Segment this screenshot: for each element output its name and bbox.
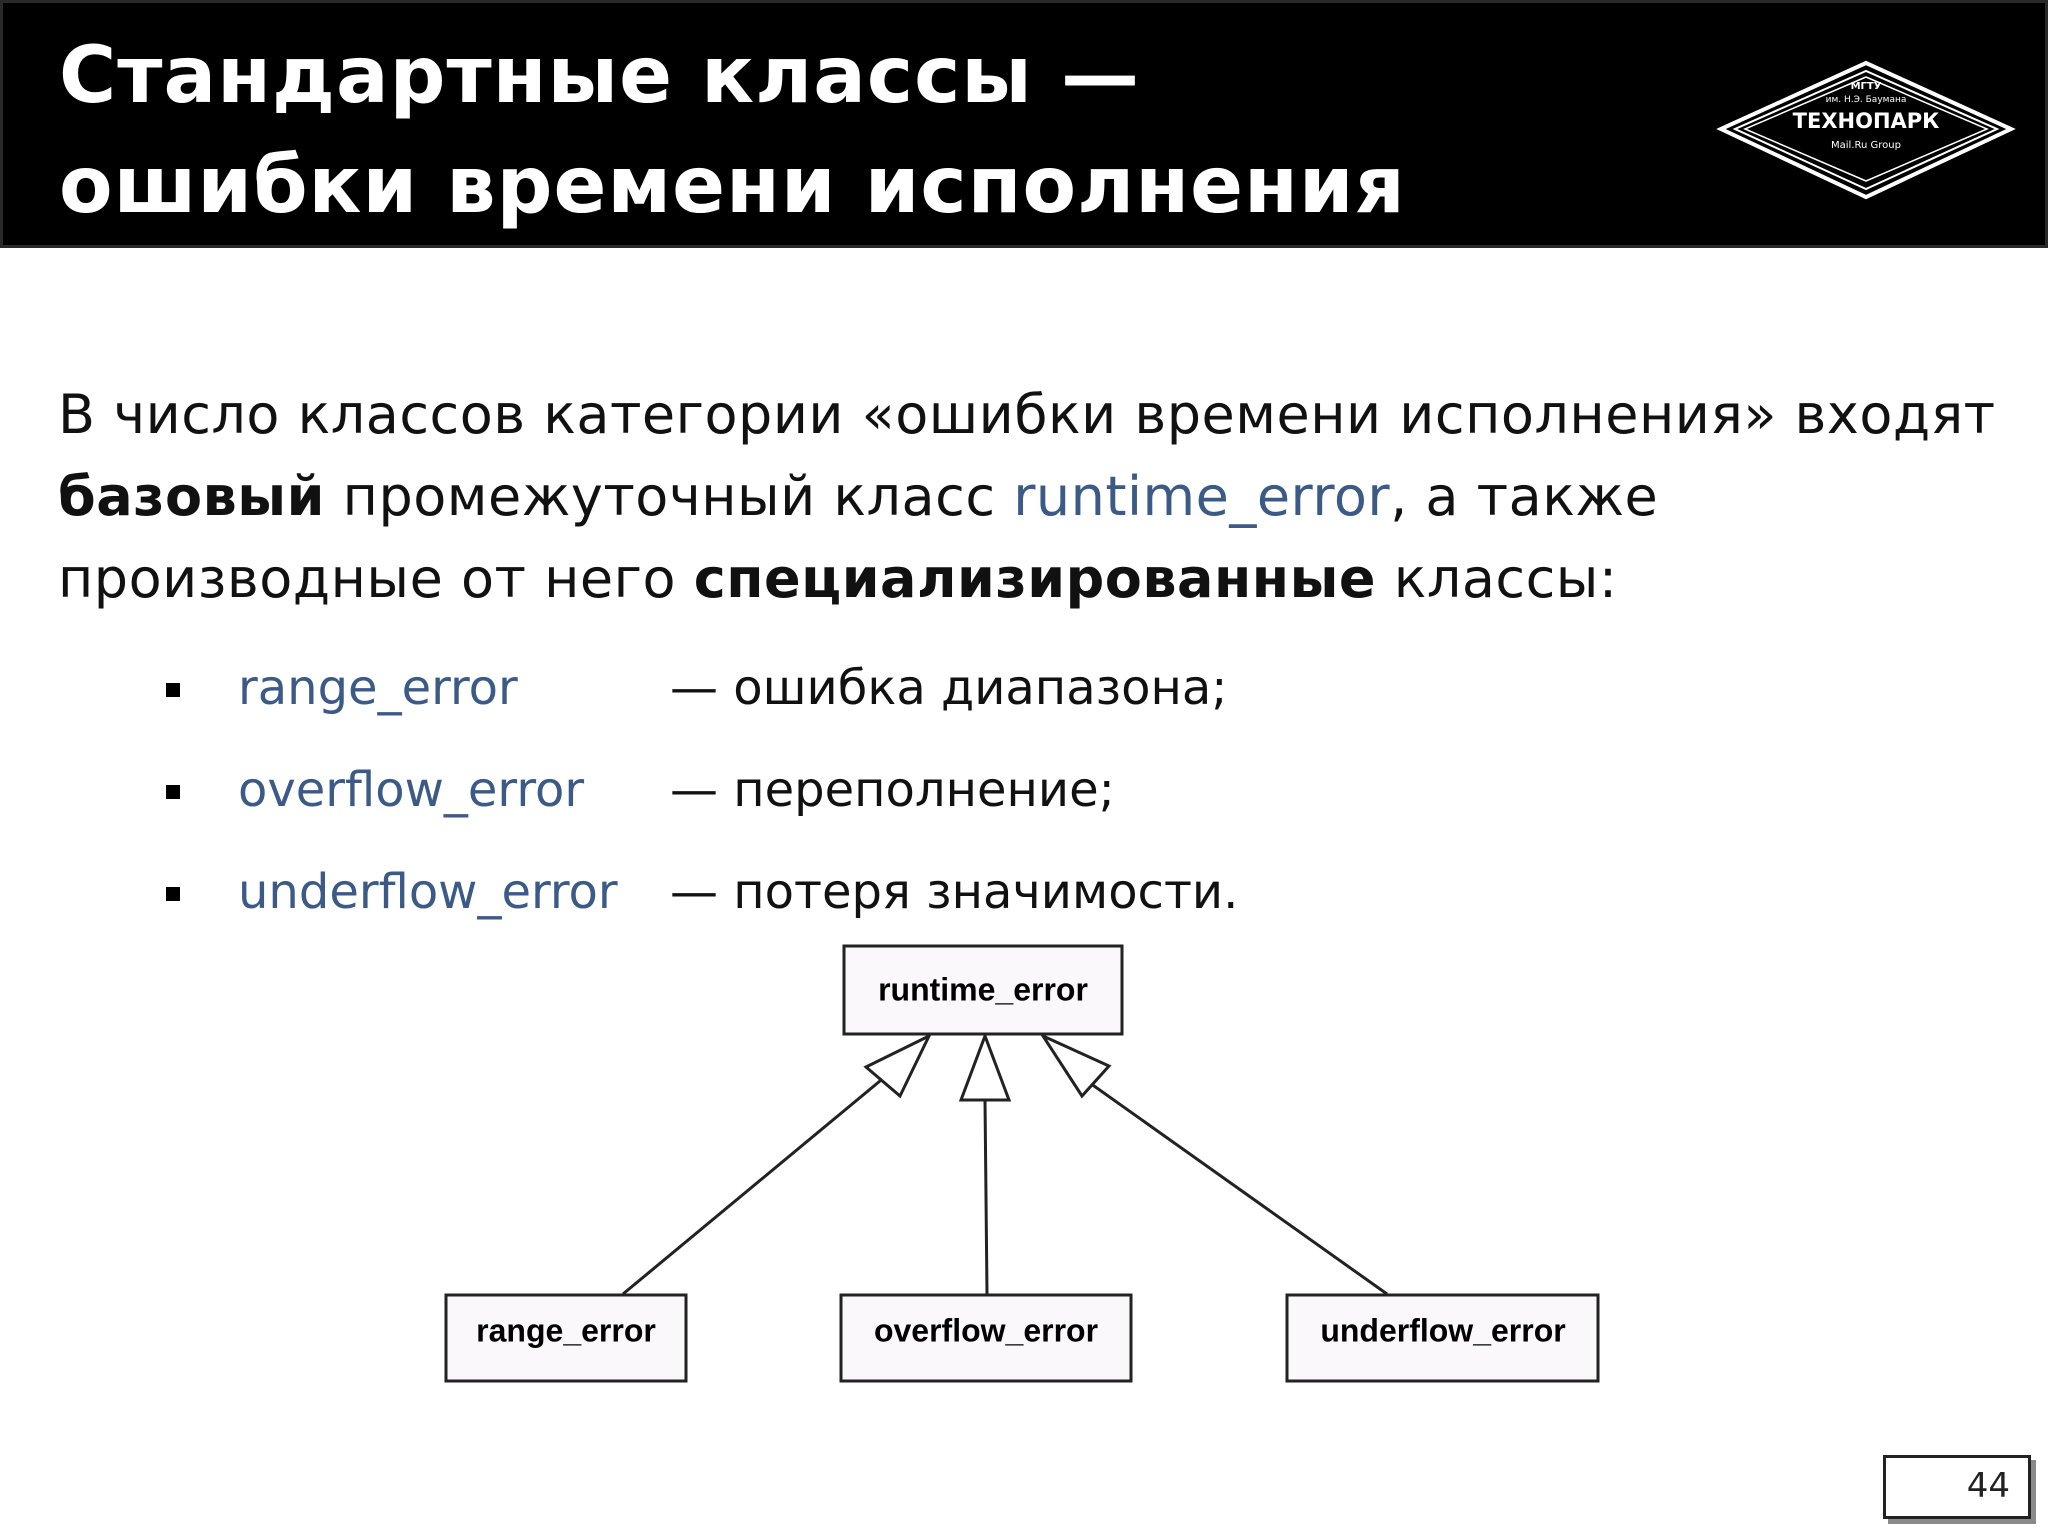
class-label-runtime-error: runtime_error [878,971,1088,1008]
inheritance-edge-range [623,1076,886,1294]
inheritance-edge-overflow [985,1100,987,1294]
intro-text-3: производные от него [58,547,694,610]
intro-line-1: В число классов категории «ошибки времени исполнения» входят [58,383,1996,446]
class-label-underflow-error: underflow_error [1320,1312,1566,1349]
slide-title-line-2: ошибки времени исполнения [59,141,1406,231]
inheritance-edge-underflow [1080,1076,1387,1294]
logo-text-bauman: им. Н.Э. Баумана [1825,95,1907,105]
intro-text-3-end: классы: [1376,547,1618,610]
logo-text-technopark: ТЕХНОПАРК [1792,109,1940,133]
page-number: 44 [1966,1466,2010,1506]
logo-text-mailru: Mail.Ru Group [1831,140,1901,151]
class-box-underflow-error [1287,1295,1598,1381]
bullet-description: — переполнение; [670,762,1115,818]
bullet-description: — потеря значимости. [670,864,1239,920]
class-label-range-error: range_error [476,1312,656,1349]
bullet-code: underflow_error [238,864,618,920]
logo-text-mgtu: МГТУ [1850,81,1882,92]
inheritance-arrow-overflow [961,1036,1009,1100]
bullet-description: — ошибка диапазона; [670,660,1228,716]
class-box-range-error [446,1295,686,1381]
intro-code-runtime-error: runtime_error [1013,465,1391,528]
class-box-runtime-error [844,946,1122,1034]
inheritance-arrow-range [866,1036,929,1096]
intro-text-2-end: , а также [1390,465,1659,528]
class-box-overflow-error [841,1295,1131,1381]
slide-title-line-1: Стандартные классы — [59,31,1140,121]
intro-bold-base: базовый [58,465,325,528]
intro-bold-specialized: специализированные [693,547,1377,610]
inheritance-arrow-underflow [1043,1036,1109,1096]
bullet-code: range_error [238,660,518,716]
page-number-box [1883,1455,2031,1519]
intro-text-2: промежуточный класс [324,465,1014,528]
class-label-overflow-error: overflow_error [873,1312,1099,1349]
bullet-code: overflow_error [238,762,585,818]
